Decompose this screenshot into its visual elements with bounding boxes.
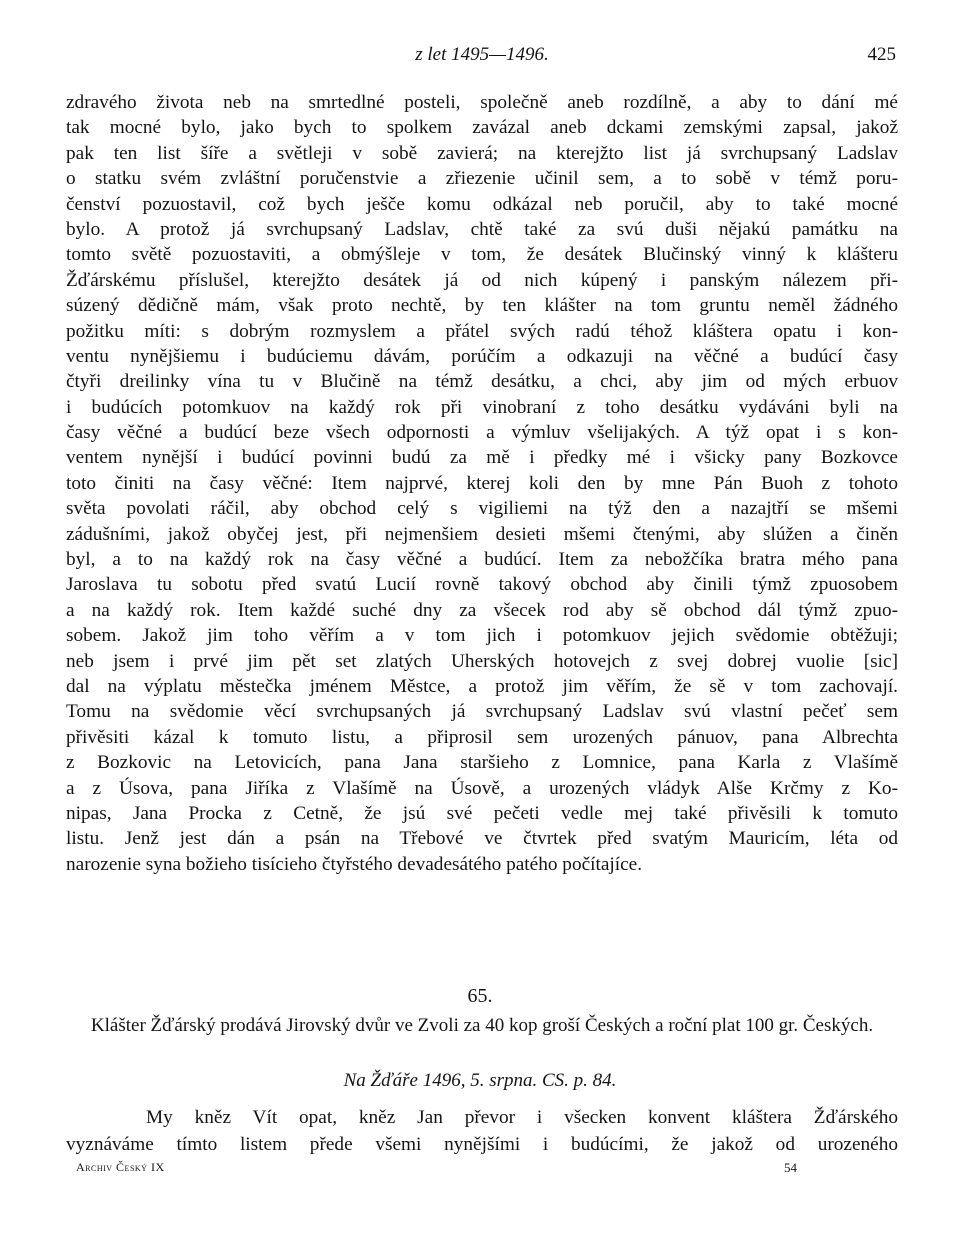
text-line: bylo. A protož já svrchupsaný Ladslav, chtě také za svú duši nějakú památku na [66, 218, 898, 240]
document-title: Klášter Žďárský prodává Jirovský dvůr ve Zvoli za 40 kop groší Českých a roční plat 100 gr. Českých. [90, 1015, 874, 1036]
document-body [66, 1104, 898, 1158]
text-line: sobem. Jakož jim toho věřím a v tom jich i potomkuov jejich svědomie obtěžuji; [66, 625, 898, 647]
text-line: tak mocné bylo, jako bych to spolkem zavázal aneb dckami zemskými zapsal, jakož [66, 117, 898, 139]
text-line: dal na výplatu městečka jménem Městce, a protož jim věřím, že sě v tom zachovají. [66, 675, 898, 697]
footer-signature: Archiv Český IX [76, 1160, 165, 1174]
text-line: a na každý rok. Item každé suché dny za všecek rod aby sě obchod dál týmž zpuo- [66, 599, 898, 621]
body-text [66, 90, 898, 877]
text-line: neb jsem i prvé jim pět set zlatých Uherských hotovejch z svej dobrej vuolie [sic] [66, 650, 898, 672]
document-date-line: Na Žďáře 1496, 5. srpna. CS. p. 84. [343, 1070, 617, 1091]
text-line: nipas, Jana Procka z Cetně, že jsú své pečeti vedle mej také přivěsili k tomuto [66, 802, 898, 824]
text-line: listu. Jenž jest dán a psán na Třebové ve čtvrtek před svatým Mauricím, léta od [66, 828, 898, 850]
text-line: narozenie syna božieho tisícieho čtyřstého devadesátého patého počítajíce. [66, 853, 643, 875]
text-line: a z Úsova, pana Jiříka z Vlašímě na Úsově, a urozených vládyk Alše Krčmy z Ko- [66, 777, 898, 799]
text-line: byl, a to na každý rok na časy věčné a budúcí. Item za nebožčíka bratra mého pana [66, 549, 898, 571]
sheet-number: 54 [784, 1160, 797, 1175]
document-number: 65. [467, 985, 493, 1007]
page-footer [66, 1160, 898, 1180]
page-number: 425 [867, 44, 896, 65]
text-line: z Bozkovic na Letovicích, pana Jana staršieho z Lomnice, pana Karla z Vlašímě [66, 752, 898, 774]
text-line: přivěsiti kázal k tomuto listu, a připrosil sem urozených pánuov, pana Albrechta [66, 726, 898, 748]
text-line: čtyři dreilinky vína tu v Blučině na témž desátku, a chci, aby jim od mých erbuov [66, 371, 898, 393]
text-line: zdravého života neb na smrtedlné posteli, společně aneb rozdílně, a aby to dání mé [66, 92, 898, 113]
page-header [66, 44, 898, 72]
text-line: o statku svém zvláštní poručenstvie a zřiezenie učinil sem, a to sobě v témž poru- [66, 168, 898, 190]
text-line: toto činiti na časy věčné: Item najprvé, kterej koli den by mne Pán Buoh z tohoto [66, 472, 898, 494]
text-line: i budúcích potomkuov na každý rok při vinobraní z toho desátku vydáváni byli na [66, 396, 898, 418]
text-line: pak ten list šíře a světleji v sobě zavierá; na kterejžto list já svrchupsaný Ladslav [66, 142, 898, 164]
text-line: časy věčné a budúcí beze všech odpornosti a výmluv všelijakých. A týž opat i s kon- [66, 422, 898, 444]
text-line: Jaroslava tu sobotu před svatú Lucií rovně takový obchod aby činili týmž zpuosobem [66, 574, 898, 596]
text-line: světa povolati ráčil, aby obchod celý s vigiliemi na týž den a nazajtří se mšemi [66, 498, 898, 520]
text-line: Tomu na svědomie věcí svrchupsaných já svrchupsaný Ladslav svú vlastní pečeť sem [66, 701, 898, 723]
text-line: zádušními, jakož obyčej jest, při nejmenšiem desieti mšemi čtenými, aby slúžen a činěn [66, 523, 898, 545]
text-line: Žďárskému příslušel, kterejžto desátek já od nich kúpený i panským nálezem při- [66, 269, 898, 291]
text-line: ventu nynějšiemu i budúciemu dávám, porúčím a odkazuji na věčné a budúcí časy [66, 345, 898, 367]
document-text-line: vyznáváme tímto listem přede všemi nynějšími i budúcími, že jakož od urozeného [66, 1134, 898, 1155]
running-head: z let 1495—1496. [415, 44, 549, 65]
text-line: čenství pozuostavil, což bych ješče komu odkázal neb poručil, aby to také mocné [66, 193, 898, 215]
document-text-line: My kněz Vít opat, kněz Jan převor i všecken konvent kláštera Žďárského [146, 1107, 898, 1128]
text-line: požitku míti: s dobrým rozmyslem a přátel svých radú téhož kláštera opatu i kon- [66, 320, 898, 342]
text-line: súzený dědičně mám, však proto nechtě, by ten klášter na tom gruntu neměl žádného [66, 295, 898, 317]
text-line: ventem nynější i budúcí povinni budú za mě i předky mé i všicky pany Bozkovce [66, 447, 898, 469]
text-line: tomto světě pozuostaviti, a obmýšleje v tom, že desátek Blučinský vinný k klášteru [66, 244, 898, 266]
